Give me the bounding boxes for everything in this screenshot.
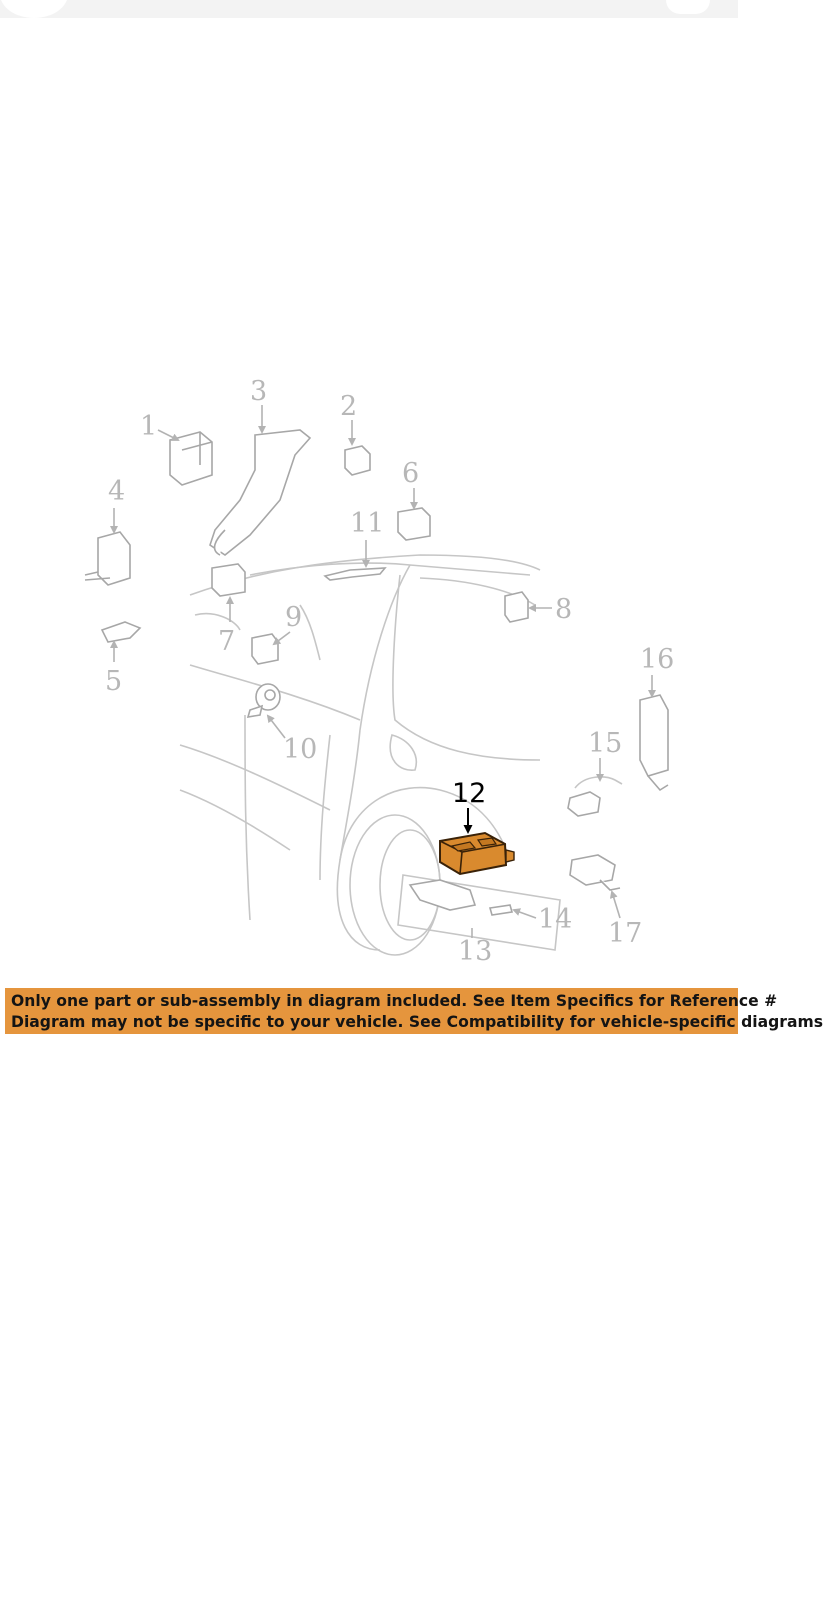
callout-15: 15 [588,728,623,759]
callout-14: 14 [538,904,573,935]
part-8[interactable] [505,592,572,625]
callout-10: 10 [283,734,318,765]
callout-7: 7 [218,626,236,657]
part-6[interactable] [398,458,430,540]
callout-8: 8 [555,594,573,625]
callout-9: 9 [285,602,303,633]
part-12-highlighted[interactable] [440,778,514,874]
banner-line-2: Diagram may not be specific to your vehicle. See Compatibility for vehicle-specific diagrams [11,1013,823,1031]
vehicle-outline [180,555,540,955]
part-16[interactable] [640,644,674,790]
part-9[interactable] [252,602,302,664]
part-11[interactable] [325,508,385,580]
part-7[interactable] [212,564,245,657]
part-1[interactable] [140,411,212,485]
top-toolbar-strip [0,0,738,18]
callout-5: 5 [105,666,123,697]
part-3[interactable] [210,376,310,555]
banner-line-1: Only one part or sub-assembly in diagram included. See Item Specifics for Reference # [11,992,778,1010]
part-14[interactable] [490,904,572,935]
part-2[interactable] [340,391,370,475]
part-13[interactable] [398,875,560,967]
callout-4: 4 [108,476,126,507]
callout-12: 12 [452,778,487,809]
callout-13: 13 [458,936,493,967]
callout-11: 11 [350,508,385,539]
part-4[interactable] [85,476,130,585]
disclaimer-banner [5,988,823,1034]
callout-6: 6 [402,458,420,489]
callout-17: 17 [608,918,643,949]
parts-diagram [0,360,738,980]
callout-1: 1 [140,411,158,442]
callout-3: 3 [250,376,268,407]
part-15[interactable] [568,728,622,816]
part-10[interactable] [248,684,317,765]
part-17[interactable] [570,855,642,949]
part-5[interactable] [102,622,140,697]
callout-2: 2 [340,391,358,422]
callout-16: 16 [640,644,675,675]
